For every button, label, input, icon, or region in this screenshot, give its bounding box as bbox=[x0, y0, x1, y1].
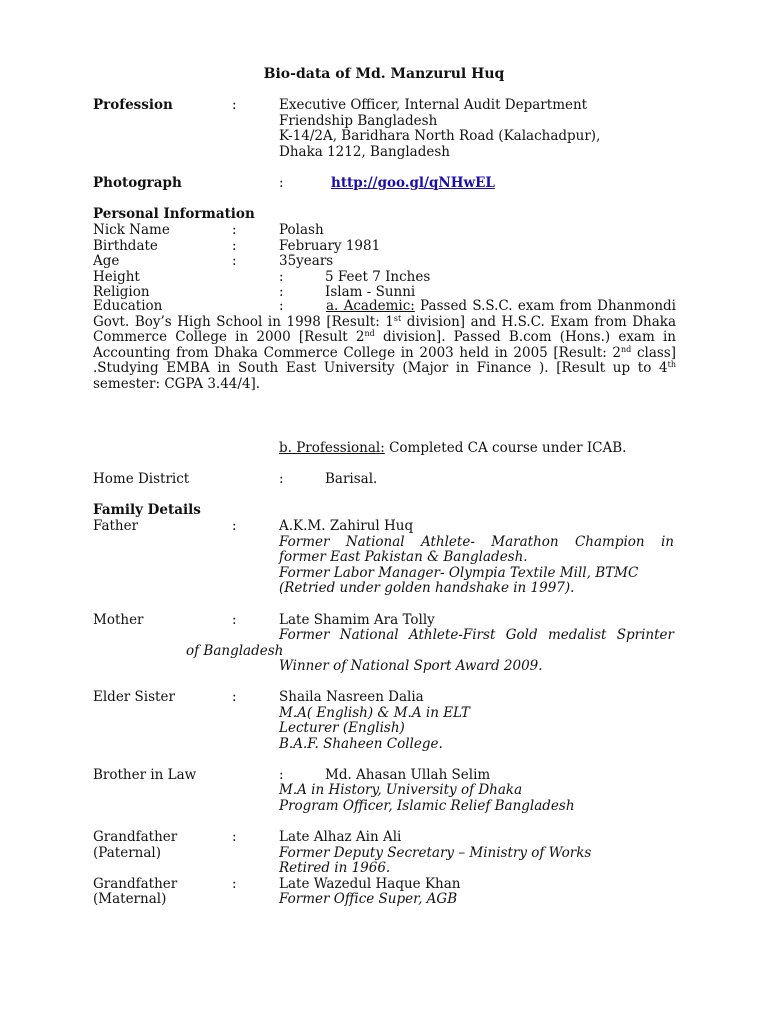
education-text-3: division]. Passed B.com (Hons.) exam in Accounting from Dhaka Commerce College in 2003 held in 2005 [Result: 2 bbox=[93, 329, 676, 361]
document-title: Bio-data of Md. Manzurul Huq bbox=[263, 66, 505, 82]
birthdate-value: February 1981 bbox=[279, 238, 381, 254]
religion-colon: : bbox=[279, 284, 284, 300]
education-text-2: division] and H.S.C. Exam from Dhaka Commerce College in 2000 [Result 2 bbox=[93, 313, 676, 345]
father-detail-3: Former Labor Manager- Olympia Textile Mill, BTMC bbox=[279, 565, 639, 581]
personal-heading: Personal Information bbox=[93, 206, 255, 222]
profession-line-1: Executive Officer, Internal Audit Department bbox=[279, 97, 588, 113]
education-label: Education bbox=[93, 298, 163, 314]
father-detail-4: (Retried under golden handshake in 1997). bbox=[279, 580, 575, 596]
grandfather-maternal-sub: (Maternal) bbox=[93, 891, 167, 907]
father-detail-1: Former National Athlete- Marathon Champion in bbox=[279, 534, 674, 550]
nick-name-colon: : bbox=[232, 222, 237, 238]
mother-detail-3: Winner of National Sport Award 2009. bbox=[279, 658, 543, 674]
education-paragraph bbox=[93, 299, 676, 392]
professional-label: b. Professional: bbox=[279, 440, 385, 456]
grandfather-maternal-name: Late Wazedul Haque Khan bbox=[279, 876, 461, 892]
family-heading: Family Details bbox=[93, 502, 201, 518]
birthdate-label: Birthdate bbox=[93, 238, 158, 254]
profession-line-2: Friendship Bangladesh bbox=[279, 113, 438, 129]
home-district-value: Barisal. bbox=[325, 471, 378, 487]
elder-sister-detail-1: M.A( English) & M.A in ELT bbox=[279, 705, 470, 721]
grandfather-paternal-colon: : bbox=[232, 829, 237, 845]
nick-name-label: Nick Name bbox=[93, 222, 170, 238]
elder-sister-name: Shaila Nasreen Dalia bbox=[279, 689, 424, 705]
brother-in-law-label: Brother in Law bbox=[93, 767, 197, 783]
education-text-1: Passed S.S.C. exam from Dhanmondi Govt. Boy’s High School in 1998 [Result: 1 bbox=[93, 298, 676, 330]
elder-sister-detail-3: B.A.F. Shaheen College. bbox=[279, 736, 443, 752]
nick-name-value: Polash bbox=[279, 222, 324, 238]
profession-colon: : bbox=[232, 97, 237, 113]
professional-text: Completed CA course under ICAB. bbox=[384, 440, 627, 456]
grandfather-paternal-detail-2: Retired in 1966. bbox=[279, 860, 391, 876]
grandfather-paternal-detail-1: Former Deputy Secretary – Ministry of Works bbox=[279, 845, 592, 861]
mother-detail-2: of Bangladesh bbox=[186, 643, 284, 659]
photograph-colon: : bbox=[279, 175, 284, 191]
birthdate-colon: : bbox=[232, 238, 237, 254]
brother-in-law-detail-1: M.A in History, University of Dhaka bbox=[279, 782, 523, 798]
education-sup-2: nd bbox=[364, 329, 375, 338]
elder-sister-label: Elder Sister bbox=[93, 689, 175, 705]
home-district-colon: : bbox=[279, 471, 284, 487]
brother-in-law-name: Md. Ahasan Ullah Selim bbox=[325, 767, 491, 783]
height-label: Height bbox=[93, 269, 140, 285]
home-district-label: Home District bbox=[93, 471, 190, 487]
education-colon: : bbox=[279, 298, 284, 314]
mother-name: Late Shamim Ara Tolly bbox=[279, 612, 435, 628]
education-text-5: semester: CGPA 3.44/4]. bbox=[93, 375, 261, 392]
brother-in-law-colon: : bbox=[279, 767, 284, 783]
elder-sister-colon: : bbox=[232, 689, 237, 705]
grandfather-maternal-label: Grandfather bbox=[93, 876, 178, 892]
academic-label: a. Academic: bbox=[326, 298, 415, 314]
grandfather-maternal-colon: : bbox=[232, 876, 237, 892]
grandfather-paternal-name: Late Alhaz Ain Ali bbox=[279, 829, 402, 845]
father-name: A.K.M. Zahirul Huq bbox=[279, 518, 414, 534]
education-sup-3: nd bbox=[621, 344, 632, 354]
religion-label: Religion bbox=[93, 284, 150, 300]
photograph-link[interactable]: http://goo.gl/qNHwEL bbox=[331, 175, 495, 191]
mother-detail-1: Former National Athlete-First Gold medalist Sprinter bbox=[279, 627, 674, 643]
age-label: Age bbox=[93, 253, 120, 269]
profession-line-3: K-14/2A, Baridhara North Road (Kalachadpur), bbox=[279, 128, 601, 144]
profession-label: Profession bbox=[93, 97, 173, 113]
father-colon: : bbox=[232, 518, 237, 534]
height-value: 5 Feet 7 Inches bbox=[325, 269, 431, 285]
elder-sister-detail-2: Lecturer (English) bbox=[279, 720, 405, 736]
age-value: 35years bbox=[279, 253, 334, 269]
height-colon: : bbox=[279, 269, 284, 285]
education-sup-1: st bbox=[393, 313, 402, 323]
mother-colon: : bbox=[232, 612, 237, 628]
father-label: Father bbox=[93, 518, 139, 534]
religion-value: Islam - Sunni bbox=[325, 284, 416, 300]
grandfather-paternal-sub: (Paternal) bbox=[93, 845, 161, 861]
photograph-label: Photograph bbox=[93, 175, 182, 191]
professional-line bbox=[279, 440, 626, 456]
education-text-4: class] .Studying EMBA in South East University (Major in Finance ). [Result up to 4 bbox=[93, 344, 676, 376]
grandfather-paternal-label: Grandfather bbox=[93, 829, 178, 845]
education-sup-4: th bbox=[667, 360, 676, 369]
brother-in-law-detail-2: Program Officer, Islamic Relief Bangladesh bbox=[279, 798, 575, 814]
father-detail-2: former East Pakistan & Bangladesh. bbox=[279, 549, 528, 565]
mother-label: Mother bbox=[93, 612, 144, 628]
profession-line-4: Dhaka 1212, Bangladesh bbox=[279, 144, 450, 160]
age-colon: : bbox=[232, 253, 237, 269]
grandfather-maternal-detail-1: Former Office Super, AGB bbox=[279, 891, 458, 907]
